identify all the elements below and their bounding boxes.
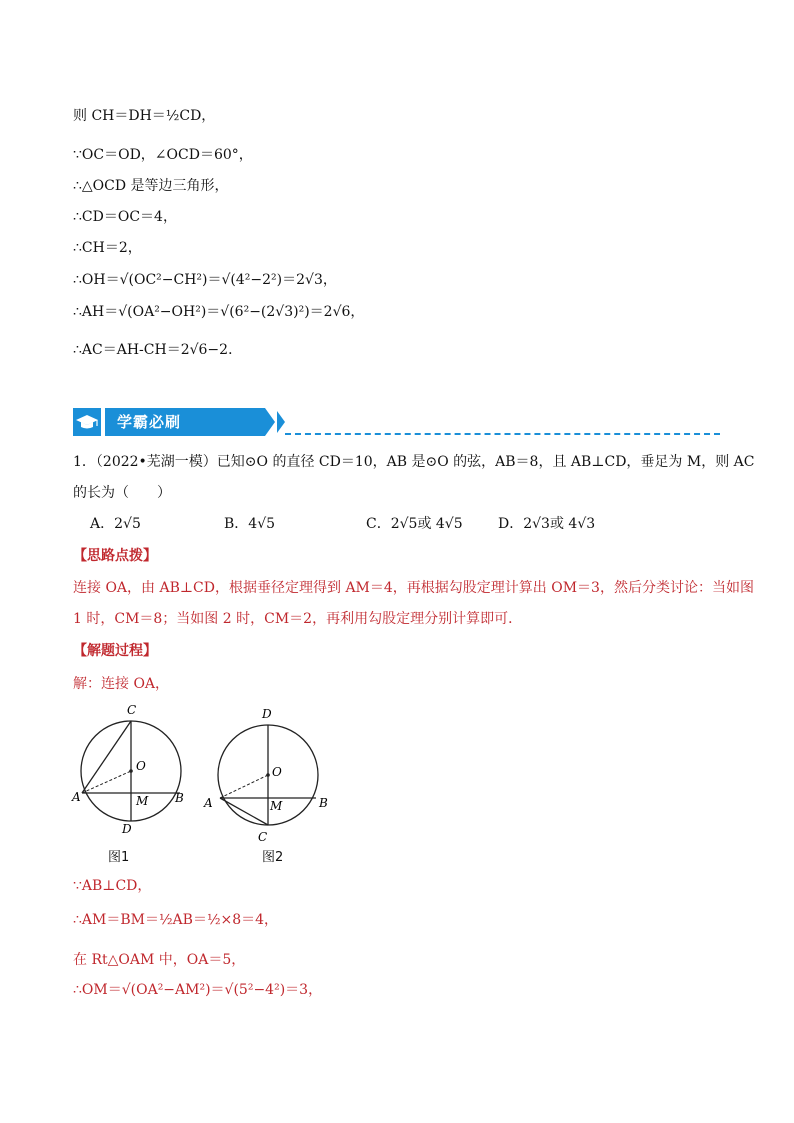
option-a: A．2√5 (90, 516, 141, 532)
hint-line-1: 连接 OA，由 AB⊥CD，根据垂径定理得到 AM＝4，再根据勾股定理计算出 OM＝3，然后分类讨论：当如图 (73, 580, 754, 596)
banner-arrow (265, 408, 275, 436)
option-c: C．2√5或 4√5 (366, 516, 463, 532)
fig1-label-c: C (127, 703, 137, 717)
fig1-label-o: O (136, 759, 146, 773)
derivation-line-7: ∴AH＝√(OA²−OH²)＝√(6²−(2√3)²)＝2√6， (73, 304, 365, 320)
derivation-line-6: ∴OH＝√(OC²−CH²)＝√(4²−2²)＝2√3， (73, 272, 337, 288)
banner-title: 学霸必刷 (105, 408, 265, 436)
hint-line-2: 1 时，CM＝8；当如图 2 时，CM＝2，再利用勾股定理分别计算即可． (73, 611, 523, 627)
question-line-2: 的长为（ ） (73, 485, 171, 501)
fig2-label-a: A (204, 796, 213, 810)
solution-intro: 解：连接 OA， (73, 676, 170, 692)
derivation-line-8: ∴AC＝AH-CH＝2√6−2． (73, 342, 243, 358)
fig1-label-d: D (122, 822, 132, 836)
solution-heading: 【解题过程】 (73, 643, 157, 659)
fig2-label-d: D (262, 707, 272, 721)
banner-divider (285, 433, 720, 435)
derivation-line-2: ∵OC＝OD，∠OCD＝60°， (73, 147, 253, 163)
figure-1-caption: 图1 (108, 850, 130, 865)
derivation-line-5: ∴CH＝2， (73, 240, 142, 256)
question-line-1: 1．（2022•芜湖一模）已知⊙O 的直径 CD＝10，AB 是⊙O 的弦，AB＝8，且 AB⊥CD，垂足为 M，则 AC (73, 454, 755, 470)
option-d: D．2√3或 4√3 (498, 516, 596, 532)
fig1-label-m: M (136, 794, 149, 808)
solution-step-1: ∵AB⊥CD， (73, 878, 152, 894)
figure-2-caption: 图2 (262, 850, 284, 865)
figure-1-diagram (60, 700, 200, 850)
solution-step-2: ∴AM＝BM＝½AB＝½×8＝4， (73, 912, 279, 928)
figure-2-diagram (198, 700, 338, 850)
fig2-label-b: B (319, 796, 328, 810)
derivation-line-1: 则 CH＝DH＝½CD， (73, 108, 216, 124)
fig1-label-b: B (175, 791, 184, 805)
fig2-label-o: O (272, 765, 282, 779)
fig2-label-m: M (270, 799, 283, 813)
fig2-label-c: C (258, 830, 268, 844)
derivation-line-4: ∴CD＝OC＝4， (73, 209, 177, 225)
option-b: B．4√5 (224, 516, 276, 532)
solution-step-4: ∴OM＝√(OA²−AM²)＝√(5²−4²)＝3， (73, 982, 323, 998)
section-banner (73, 408, 720, 436)
hint-heading: 【思路点拨】 (73, 548, 157, 564)
derivation-line-3: ∴△OCD 是等边三角形， (73, 178, 229, 194)
fig1-label-a: A (72, 790, 81, 804)
graduation-cap-icon (73, 408, 101, 436)
banner-chevron (277, 411, 285, 433)
solution-step-3: 在 Rt△OAM 中，OA＝5， (73, 952, 246, 968)
